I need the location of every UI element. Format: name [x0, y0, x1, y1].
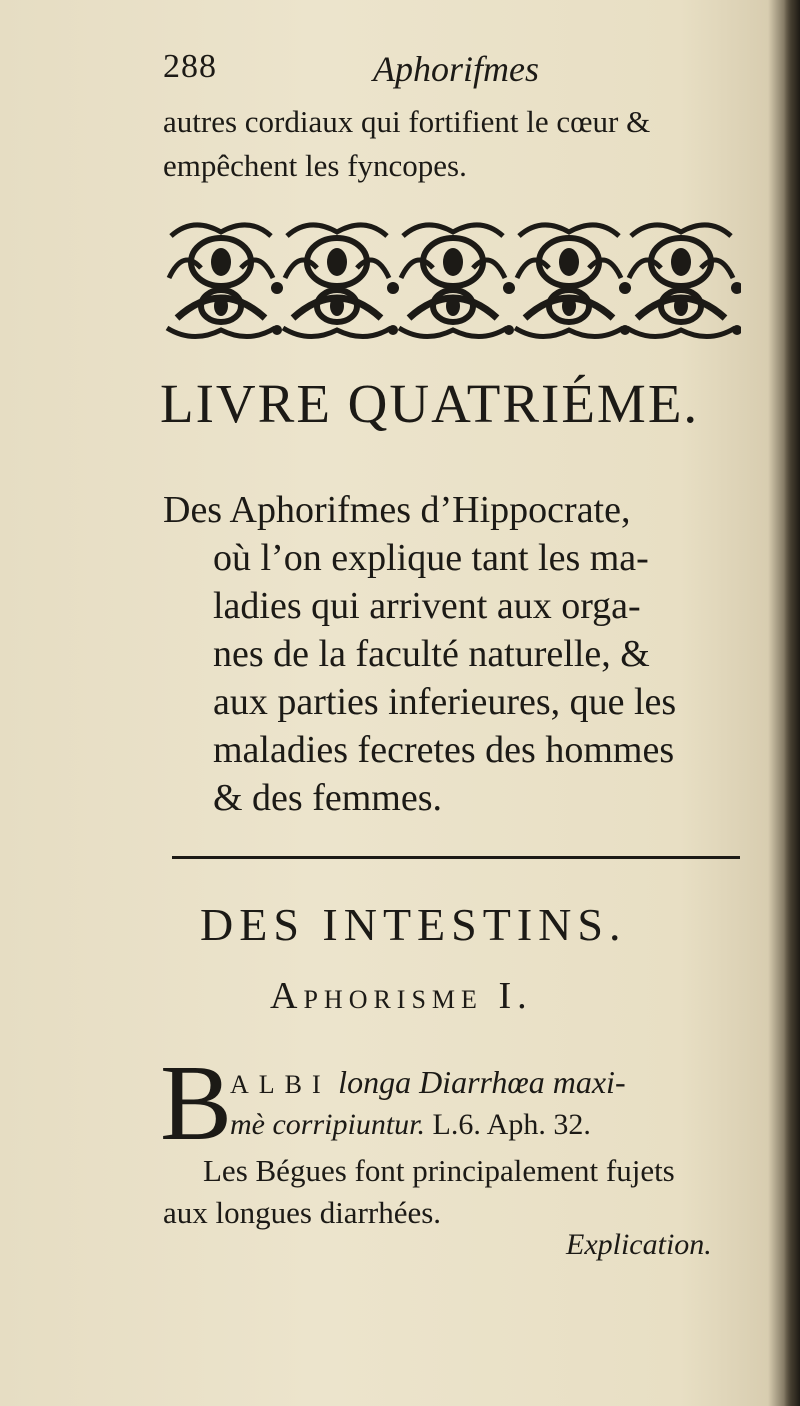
- continued-line-2: empêchent les fyncopes.: [163, 148, 467, 183]
- continued-line-1: autres cordiaux qui fortifient le cœur &: [163, 104, 651, 139]
- running-title: Aphorifmes: [373, 49, 539, 89]
- aphorism-heading-initial: A: [270, 975, 304, 1017]
- aphorism-reference: L.6. Aph. 32.: [432, 1108, 591, 1141]
- running-header: [163, 48, 743, 98]
- summary-line: ladies qui arrivent aux orga-: [213, 585, 641, 627]
- summary-line: nes de la faculté naturelle, &: [213, 633, 650, 675]
- summary-line: maladies fecretes des hommes: [213, 729, 675, 771]
- french-line-2: aux longues diarrhées.: [163, 1195, 442, 1230]
- aphorism-heading-rest: PHORISME: [303, 985, 483, 1014]
- fleuron-band-icon: [163, 218, 741, 344]
- summary-line: où l’on explique tant les ma-: [213, 537, 649, 579]
- french-translation: [163, 1150, 743, 1234]
- summary-line: Des Aphorifmes d’Hippocrate,: [163, 489, 631, 531]
- aphorism-heading: [270, 974, 670, 1018]
- latin-smallcaps: ALBI: [230, 1070, 331, 1099]
- summary-line: aux parties inferieures, que les: [213, 681, 677, 723]
- aphorism-number: I.: [498, 975, 533, 1017]
- summary-line: & des femmes.: [213, 777, 443, 819]
- latin-italic-1: longa Diarrhœa maxi-: [338, 1064, 626, 1100]
- drop-capital: B: [160, 1044, 233, 1163]
- page-number: 288: [163, 48, 217, 85]
- book-summary: [163, 486, 743, 822]
- section-title: DES INTESTINS.: [200, 899, 627, 950]
- book-title: LIVRE QUATRIÉME.: [160, 373, 700, 434]
- latin-text-line-1: [230, 1064, 750, 1101]
- catchword: Explication.: [566, 1228, 712, 1261]
- section-divider: [172, 856, 740, 859]
- latin-italic-2: mè corripiuntur.: [230, 1108, 425, 1141]
- latin-text-line-2: [230, 1108, 750, 1142]
- binding-edge: [784, 0, 800, 1406]
- french-line-1: Les Bégues font principalement fujets: [203, 1153, 675, 1188]
- continued-text: [163, 100, 743, 188]
